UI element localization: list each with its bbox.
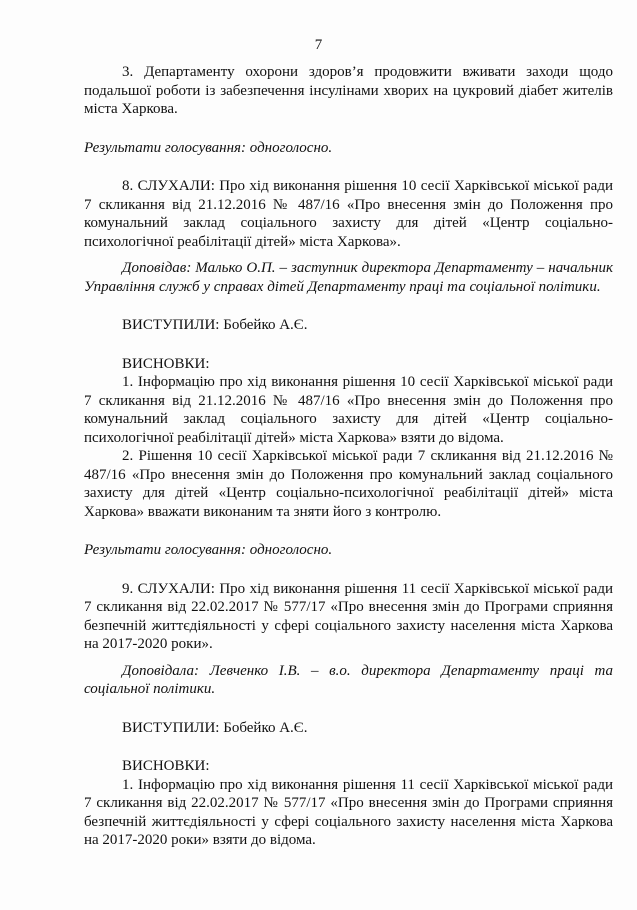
- conclusions-heading-8: ВИСНОВКИ:: [122, 355, 210, 372]
- heard-item-9: 9. СЛУХАЛИ: Про хід виконання рішення 11 сесії Харківської міської ради 7 скликання від 22.02.2017 № 577/17 «Про внесення змін до Програми сприяння безпечній життєдіяльності у сфері соціального захисту населення міста Харкова на 2017-2020 роки».: [84, 580, 613, 652]
- spacer: [84, 699, 613, 719]
- voting-result: Результати голосування: одноголосно.: [84, 542, 333, 558]
- heard-item-8: 8. СЛУХАЛИ: Про хід виконання рішення 10 сесії Харківської міської ради 7 скликання від 21.12.2016 № 487/16 «Про внесення змін до Положення про комунальний заклад соціального захисту для дітей «Центр соціально-психологічної реабілітації дітей» міста Харкова».: [84, 178, 613, 250]
- page-number: 7: [314, 37, 323, 53]
- spacer: [84, 521, 613, 541]
- conclusion-8-1: 1. Інформацію про хід виконання рішення 10 сесії Харківської міської ради 7 скликання від 21.12.2016 № 487/16 «Про внесення змін до Положення про комунальний заклад соціального захисту для дітей «Центр соціально-психологічної реабілітації дітей» міста Харкова» взяти до відома.: [84, 374, 613, 446]
- spacer: [84, 119, 613, 139]
- spacer: [84, 157, 613, 177]
- document-body: [84, 63, 613, 850]
- voting-result: Результати голосування: одноголосно.: [84, 139, 333, 156]
- conclusions-heading-9: ВИСНОВКИ:: [122, 758, 210, 774]
- spacer: [84, 654, 613, 662]
- spacer: [84, 560, 613, 580]
- paragraph-item-3: 3. Департаменту охорони здоров’я продовжити вживати заходи щодо подальшої роботи із забезпечення інсулінами хворих на цукровий діабет жителів міста Харкова.: [84, 64, 613, 117]
- spacer: [84, 335, 613, 355]
- speaker-item-9: Доповідала: Левченко І.В. – в.о. директора Департаменту праці та соціальної політики.: [84, 662, 613, 697]
- spoke-item-9: ВИСТУПИЛИ: Бобейко А.Є.: [122, 719, 308, 736]
- conclusion-8-2: 2. Рішення 10 сесії Харківської міської ради 7 скликання від 21.12.2016 № 487/16 «Про внесення змін до Положення про комунальний заклад соціального захисту для дітей «Центр соціально-психологічної реабілітації дітей» міста Харкова» вважати виконаним та зняти його з контролю.: [84, 448, 613, 520]
- speaker-item-8: Доповідав: Малько О.П. – заступник директора Департаменту – начальник Управління служб у справах дітей Департаменту праці та соціальної політики.: [84, 260, 613, 295]
- spoke-item-8: ВИСТУПИЛИ: Бобейко А.Є.: [122, 317, 308, 333]
- spacer: [84, 737, 613, 757]
- spacer: [84, 251, 613, 259]
- spacer: [84, 296, 613, 316]
- conclusion-9-1: 1. Інформацію про хід виконання рішення 11 сесії Харківської міської ради 7 скликання від 22.02.2017 № 577/17 «Про внесення змін до Програми сприяння безпечній життєдіяльності у сфері соціального захисту населення міста Харкова на 2017-2020 роки» взяти до відома.: [84, 776, 613, 848]
